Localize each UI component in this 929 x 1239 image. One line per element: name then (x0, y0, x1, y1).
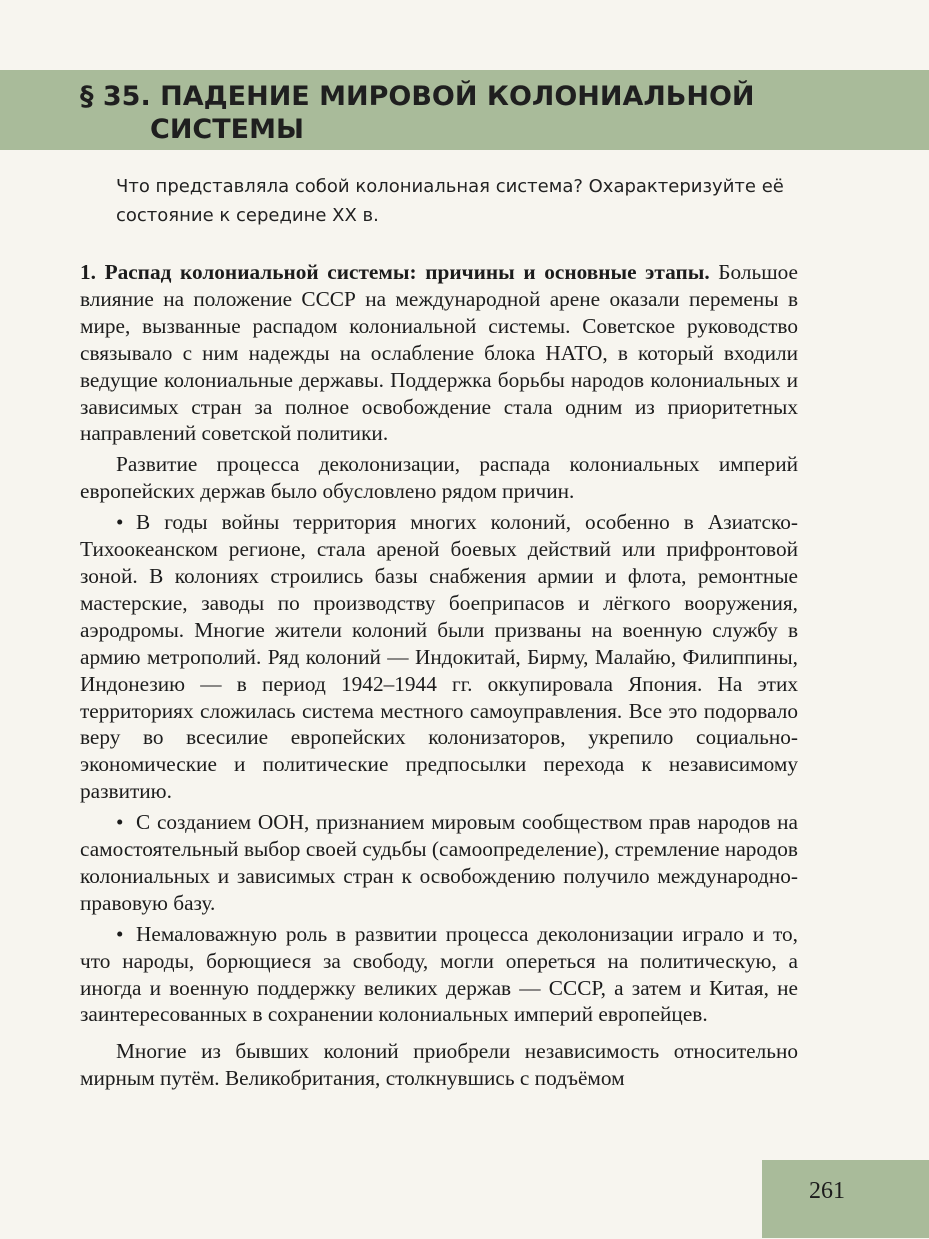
bullet-text: Немаловажную роль в развитии процесса деколонизации играло и то, что народы, борющиеся за свободу, могли опереться на политическую, а иногда и военную поддержку великих держав — СССР, а затем и Китая, не заинтересованных в сохранении колониальных империй европейцев. (80, 921, 798, 1027)
review-question: Что представляла собой колониальная система? Охарактеризуйте её состояние к середине XX в. (116, 176, 784, 226)
intro-text: Большое влияние на положение СССР на международной арене оказали перемены в мире, вызванные распадом колониальной системы. Советское руководство связывало с ним надежды на ослабление блока НАТО, в который входили ведущие колониальные державы. Поддержка борьбы народов колониальных и зависимых стран за полное освобождение стала одним из приоритетных направлений советской политики. (80, 260, 798, 446)
bullet-item (80, 921, 798, 1029)
bullet-text: С созданием ООН, признанием мировым сообществом прав народов на самостоятельный выбор своей судьбы (самоопределение), стремление народов колониальных и зависимых стран к освобождению получило международно-правовую базу. (80, 810, 798, 915)
body-text (80, 259, 798, 1092)
bullet-item (80, 509, 798, 805)
closing-paragraph: Многие из бывших колоний приобрели независимость относительно мирным путём. Великобритания, столкнувшись с подъёмом (80, 1039, 798, 1091)
causes-paragraph: Развитие процесса деколонизации, распада колониальных империй европейских держав было обусловлено рядом причин. (80, 452, 798, 504)
subsection-title: 1. Распад колониальной системы: причины и основные этапы. (80, 260, 710, 284)
intro-paragraph (80, 259, 798, 447)
bullet-icon: • (116, 510, 124, 535)
page-number: 261 (809, 1178, 845, 1204)
heading-line-2: СИСТЕМЫ (150, 114, 304, 145)
section-heading (80, 80, 900, 146)
bullet-text: В годы войны территория многих колоний, особенно в Азиатско-Тихоокеанском регионе, стала ареной боевых действий или прифронтовой зоной. В колониях строились базы снабжения армии и флота, ремонтные мастерские, заводы по производству боеприпасов и лёгкого вооружения, аэродромы. Многие жители колоний были призваны на военную службу в армию метрополий. Ряд колоний — Индокитай, Бирму, Малайю, Филиппины, Индонезию — в период 1942–1944 гг. оккупировала Япония. На этих территориях сложилась система местного самоуправления. Все это подорвало веру во всесилие европейских колонизаторов, укрепило социально-экономические и политические предпосылки перехода к независимому развитию. (80, 510, 798, 804)
bullet-icon: • (116, 810, 124, 835)
bullet-icon: • (116, 921, 124, 946)
bullet-item (80, 809, 798, 917)
heading-line-1: § 35. ПАДЕНИЕ МИРОВОЙ КОЛОНИАЛЬНОЙ (80, 81, 755, 112)
